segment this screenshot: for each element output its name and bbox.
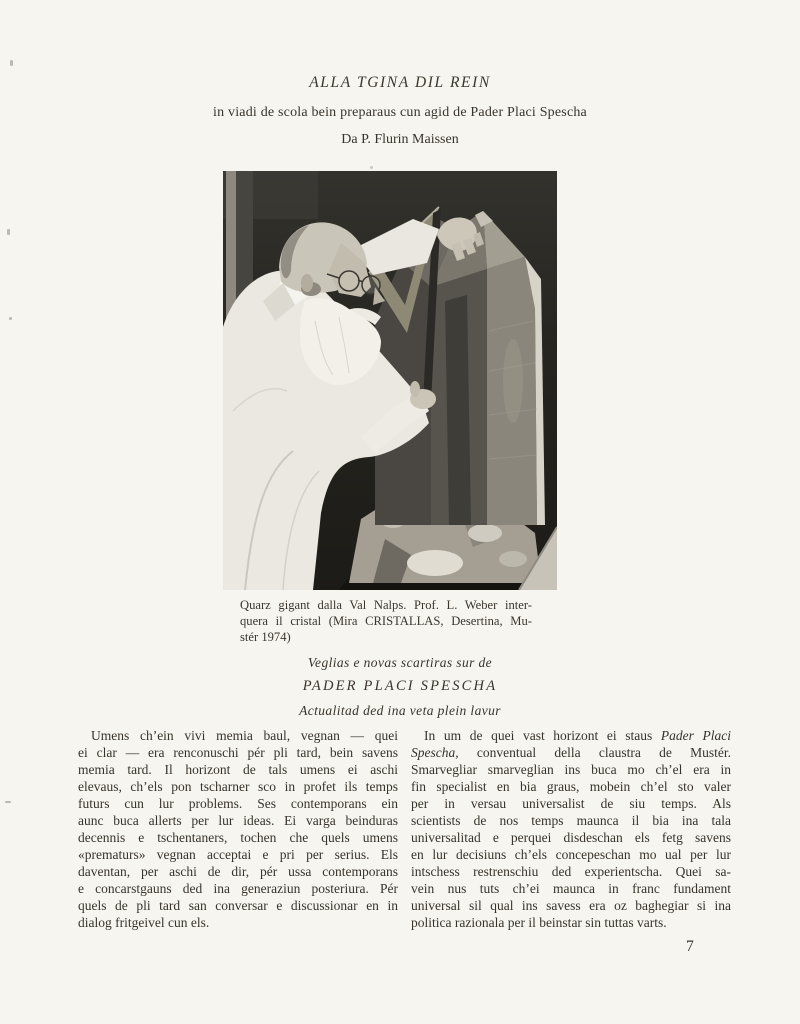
- text-line: Spescha, conventual della claustra de Mustér.: [411, 745, 731, 760]
- text-line: memia tard. Il horizont de tals umens ei aschi: [78, 762, 398, 777]
- scan-speck: [9, 317, 12, 320]
- section-heading-subtitle: Actualitad ded ina veta plein lavur: [299, 703, 501, 718]
- text-line: universal sil qual ins savess era oz baghegiar si ina: [411, 898, 731, 913]
- text-line: In um de quei vast horizont ei staus Pader Placi: [424, 728, 731, 743]
- column-left: [78, 727, 398, 931]
- text-line: intschess restrenschiu ded experientscha. Quei sa-: [411, 864, 731, 879]
- photo-quartz-crystal: [223, 171, 557, 590]
- ear: [301, 274, 313, 292]
- text-line: decennis e tschentaners, tochen che quels umens: [78, 830, 398, 845]
- text-line: scientists de nos temps maunca il bia ina tala: [411, 813, 731, 828]
- text-line: aunc buca allerts per lur ideas. Ei varga beinduras: [78, 813, 398, 828]
- text-line: «prematurs» vegnan acceptai e pri per serius. Els: [78, 847, 398, 862]
- text-line: fin specialist en bia graus, mobein ch’el sto valer: [411, 779, 731, 794]
- scan-speck: [10, 60, 13, 66]
- article-subtitle: in viadi de scola bein preparaus cun agid de Pader Placi Spescha: [213, 105, 587, 120]
- scan-speck: [5, 801, 11, 803]
- text-line: universalitad e perquei disdeschan els fetg savens: [411, 830, 731, 845]
- text-line: Smarvegliar smarveglian ins buca mo ch’el era in: [411, 762, 731, 777]
- page-number: 7: [686, 938, 694, 955]
- text-line: Umens ch’ein vivi memia baul, vegnan — quei: [91, 728, 398, 743]
- text-line: en lur decisiuns ch’els concepeschan mo ual per lur: [411, 847, 731, 862]
- text-line: politica razionala per il beinstar sin tuttas varts.: [411, 915, 667, 930]
- text-line: quera il cristal (Mira CRISTALLAS, Desertina, Mu-: [240, 614, 532, 628]
- photo-caption: [240, 597, 532, 645]
- text-line: Quarz gigant dalla Val Nalps. Prof. L. Weber inter-: [240, 598, 532, 612]
- text-line: e concarstgauns ded ina generaziun posteriura. Pér: [78, 881, 398, 896]
- scan-speck: [7, 229, 10, 235]
- section-heading-series: Veglias e novas scartiras sur de: [307, 655, 493, 670]
- article-byline: Da P. Flurin Maissen: [341, 132, 459, 147]
- photo-illustration: [223, 171, 557, 590]
- text-columns: [78, 727, 732, 931]
- text-line: stér 1974): [240, 630, 291, 644]
- text-line: futurs cun lur problems. Ses contemporans ein: [78, 796, 398, 811]
- text-line: vein nus tuts ch’ei maunca in franc fundament: [411, 881, 731, 896]
- section-heading-name: PADER PLACI SPESCHA: [302, 678, 498, 694]
- text-line: daventan, per aschi de dir, pér ussa contemporans: [78, 864, 398, 879]
- article-title: ALLA TGINA DIL REIN: [309, 74, 491, 91]
- text-line: elevaus, ch’els pon tscharner sco in profet ils temps: [78, 779, 398, 794]
- scan-speck: [370, 166, 373, 169]
- text-line: ei clar — era renconuschi pér pli tard, bein savens: [78, 745, 398, 760]
- text-line: dialog fritgeivel cun els.: [78, 915, 210, 930]
- text-line: per in versau universalist de siu temps. Als: [411, 796, 731, 811]
- column-right: [411, 727, 731, 931]
- text-line: quels de pli tard san conversar e discussionar en in: [78, 898, 398, 913]
